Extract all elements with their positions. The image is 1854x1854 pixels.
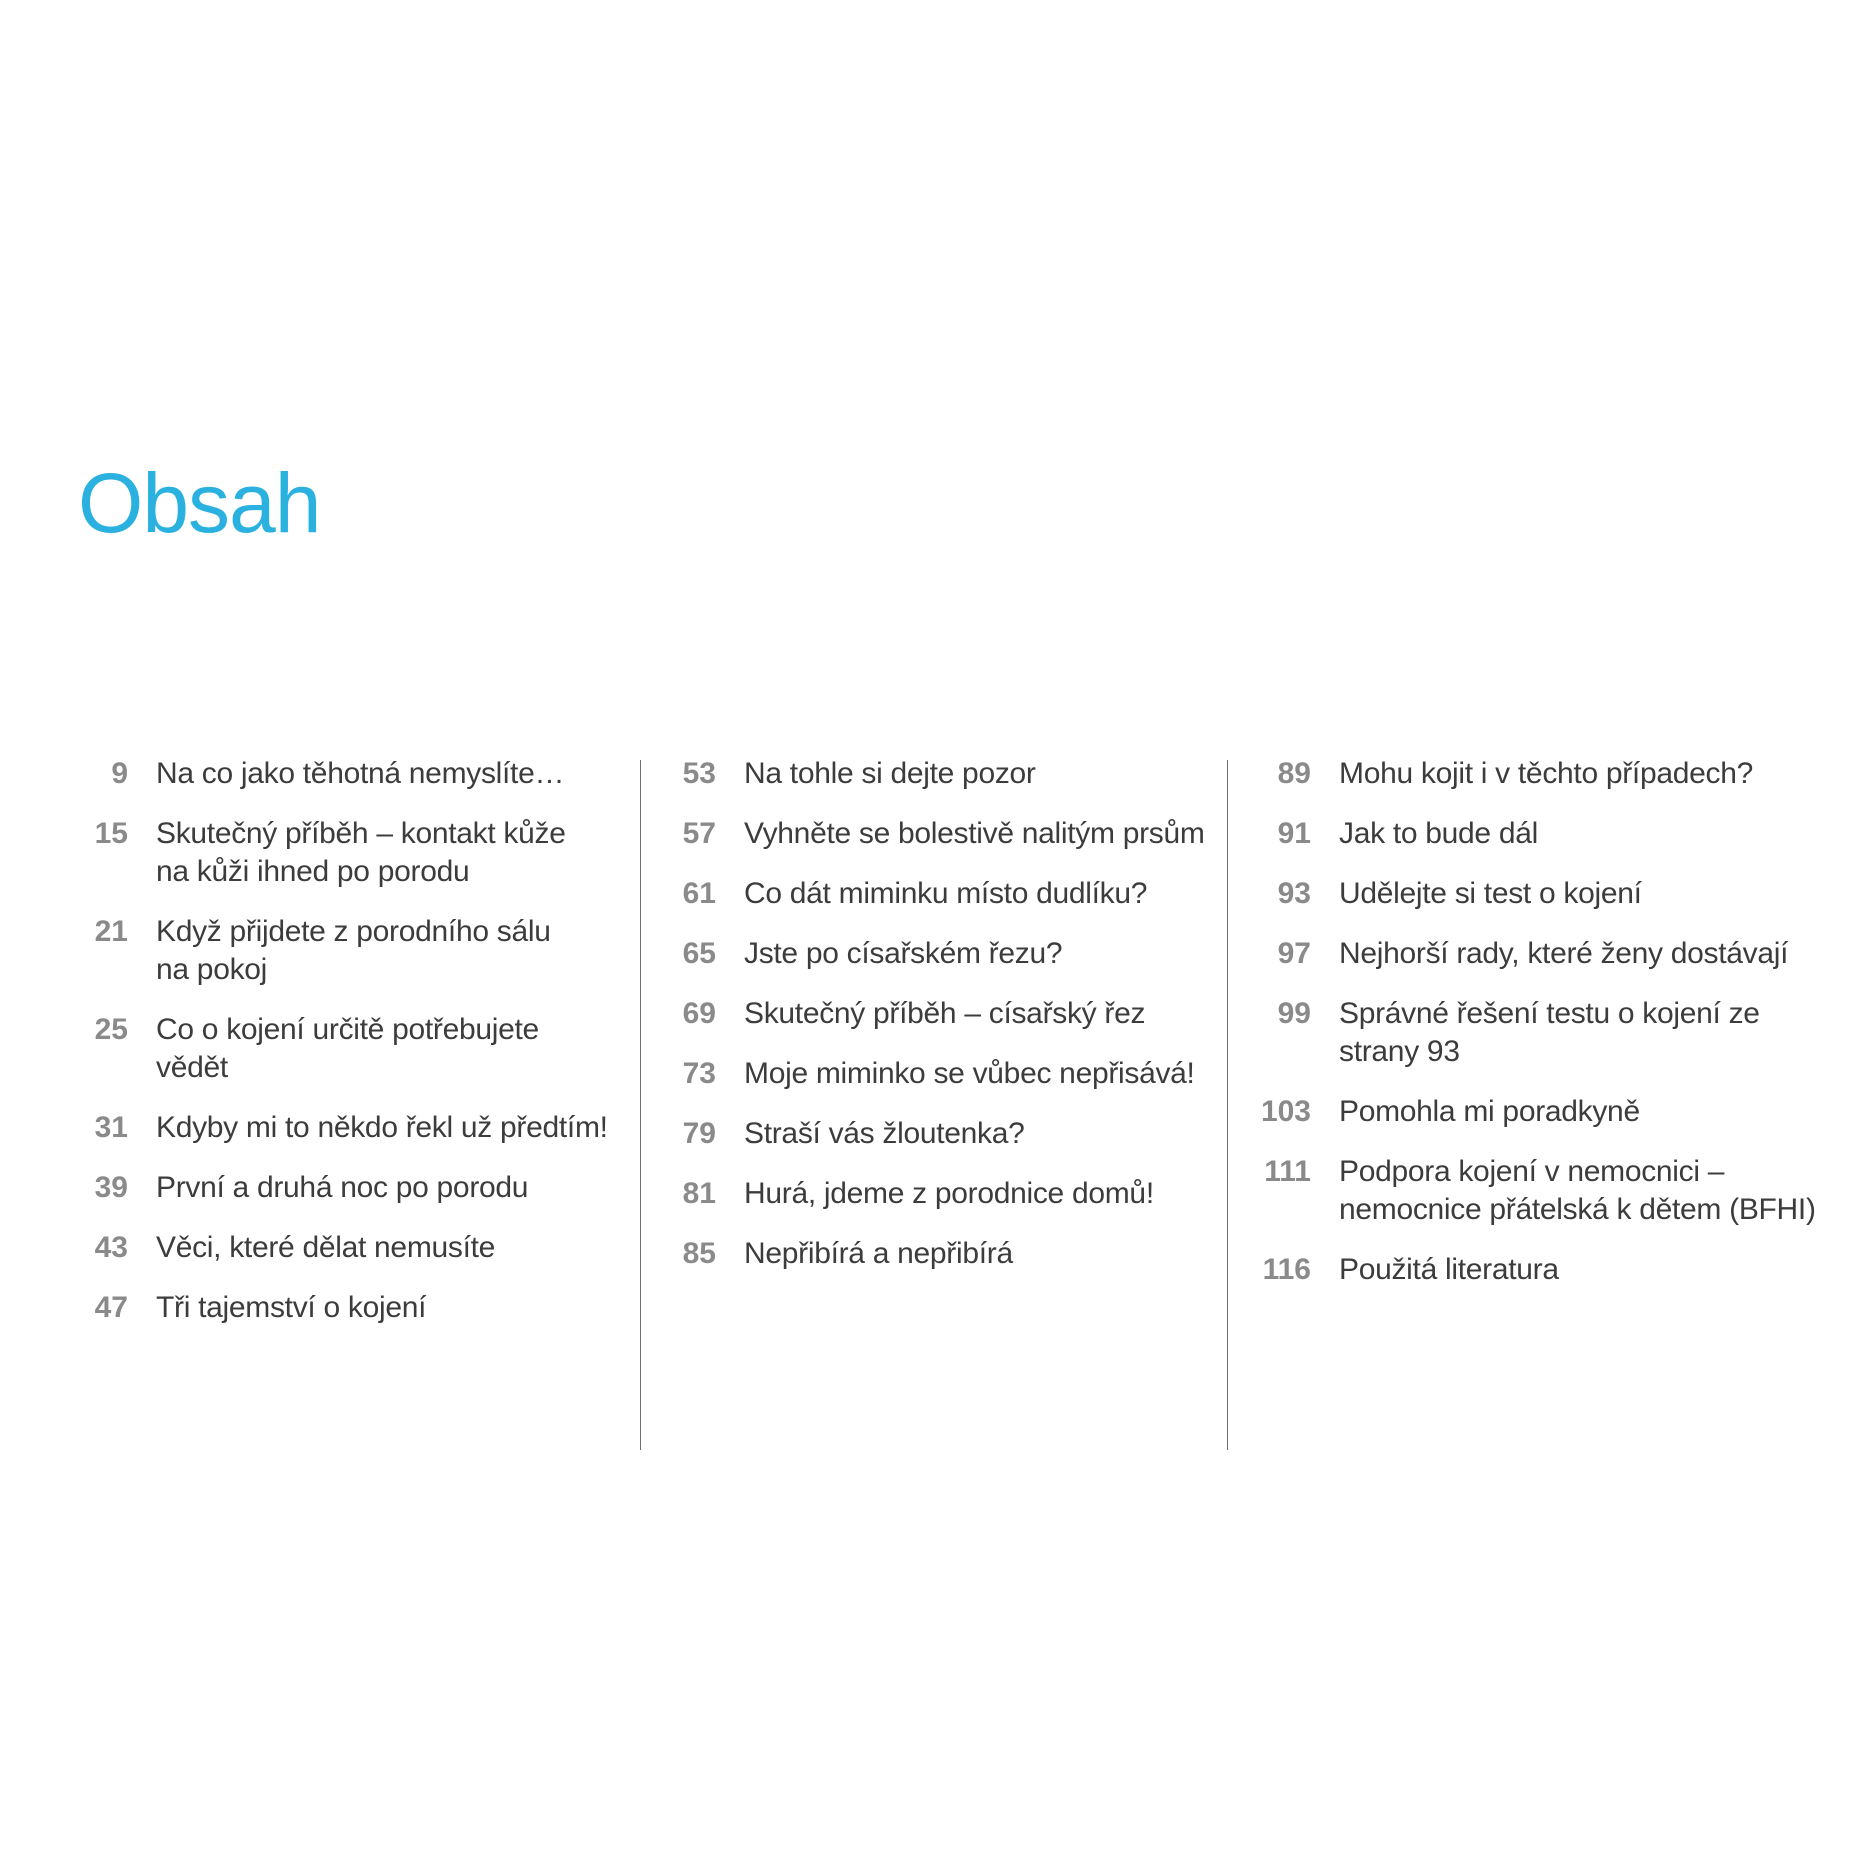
- toc-entry: [78, 815, 638, 891]
- toc-page-number: 103: [1260, 1095, 1311, 1128]
- toc-entry-title: Na co jako těhotná nemyslíte…: [156, 757, 565, 790]
- toc-entry-title: Na tohle si dejte pozor: [744, 757, 1036, 790]
- toc-page-number: 65: [682, 937, 716, 970]
- toc-entry-title: Hurá, jdeme z porodnice domů!: [744, 1177, 1154, 1210]
- toc-entry-title: Nejhorší rady, které ženy dostávají: [1339, 937, 1789, 970]
- toc-entry: [670, 1055, 1230, 1093]
- toc-page-number: 91: [1277, 817, 1311, 850]
- toc-page-number: 47: [94, 1291, 128, 1324]
- toc-entry: [78, 1229, 638, 1267]
- toc-page-number: 61: [682, 877, 716, 910]
- toc-entry: [78, 913, 638, 989]
- toc-entry-title: Moje miminko se vůbec nepřisává!: [744, 1057, 1195, 1090]
- toc-page-number: 73: [682, 1057, 716, 1090]
- toc-entry-title: Tři tajemství o kojení: [156, 1291, 427, 1324]
- toc-entry: [78, 755, 638, 793]
- toc-page-number: 15: [94, 817, 128, 850]
- toc-page-number: 39: [94, 1171, 128, 1204]
- toc-entry: [670, 1235, 1230, 1273]
- toc-entry: [670, 755, 1230, 793]
- toc-entry-title: Vyhněte se bolestivě nalitým prsům: [744, 817, 1205, 850]
- toc-entry-title: Udělejte si test o kojení: [1339, 877, 1642, 910]
- toc-page-number: 99: [1277, 997, 1311, 1030]
- toc-column-3: [1255, 755, 1835, 1455]
- toc-page-number: 57: [682, 817, 716, 850]
- toc-page-number: 93: [1277, 877, 1311, 910]
- toc-entry-title: Nepřibírá a nepřibírá: [744, 1237, 1013, 1270]
- toc-entry: [1255, 1251, 1835, 1289]
- toc-entry-title: Skutečný příběh – kontakt kůže na kůži ihned po porodu: [156, 817, 566, 888]
- toc-page-number: 9: [111, 757, 128, 790]
- toc-entry: [1255, 875, 1835, 913]
- toc-page-number: 69: [682, 997, 716, 1030]
- toc-page-number: 111: [1264, 1155, 1311, 1188]
- toc-entry-title: Kdyby mi to někdo řekl už předtím!: [156, 1111, 608, 1144]
- toc-entry: [1255, 1153, 1835, 1229]
- toc-entry: [670, 815, 1230, 853]
- toc-page-number: 31: [94, 1111, 128, 1144]
- toc-entry-title: Co dát miminku místo dudlíku?: [744, 877, 1148, 910]
- toc-entry: [1255, 935, 1835, 973]
- toc-page-number: 89: [1277, 757, 1311, 790]
- toc-entry: [670, 1115, 1230, 1153]
- toc-page-number: 43: [94, 1231, 128, 1264]
- toc-entry: [78, 1109, 638, 1147]
- toc-entry: [670, 995, 1230, 1033]
- toc-entry-title: Podpora kojení v nemocnici – nemocnice přátelská k dětem (BFHI): [1339, 1155, 1816, 1226]
- toc-column-2: [670, 755, 1230, 1455]
- toc-entry-title: Věci, které dělat nemusíte: [156, 1231, 496, 1264]
- toc-entry-title: Co o kojení určitě potřebujete vědět: [156, 1013, 539, 1084]
- toc-entry-title: Skutečný příběh – císařský řez: [744, 997, 1146, 1030]
- toc-entry: [670, 1175, 1230, 1213]
- toc-entry-title: Mohu kojit i v těchto případech?: [1339, 757, 1753, 790]
- page-title: Obsah: [78, 456, 321, 551]
- toc-entry: [670, 875, 1230, 913]
- toc-page-number: 116: [1262, 1253, 1311, 1286]
- toc-entry-title: Správné řešení testu o kojení ze strany 93: [1339, 997, 1760, 1068]
- toc-entry-title: Jak to bude dál: [1339, 817, 1538, 850]
- toc-entry: [1255, 755, 1835, 793]
- toc-entry-title: První a druhá noc po porodu: [156, 1171, 529, 1204]
- toc-entry: [78, 1011, 638, 1087]
- toc-entry-title: Jste po císařském řezu?: [744, 937, 1063, 970]
- toc-entry: [1255, 995, 1835, 1071]
- toc-entry: [1255, 815, 1835, 853]
- toc-entry: [78, 1169, 638, 1207]
- toc-entry: [670, 935, 1230, 973]
- toc-entry-title: Straší vás žloutenka?: [744, 1117, 1025, 1150]
- toc-entry: [1255, 1093, 1835, 1131]
- toc-page-number: 85: [682, 1237, 716, 1270]
- toc-entry: [78, 1289, 638, 1327]
- toc-entry-title: Pomohla mi poradkyně: [1339, 1095, 1640, 1128]
- toc-page-number: 21: [94, 915, 128, 948]
- toc-column-1: [78, 755, 638, 1455]
- toc-page-number: 25: [94, 1013, 128, 1046]
- toc-page-number: 81: [682, 1177, 716, 1210]
- toc-entry-title: Když přijdete z porodního sálu na pokoj: [156, 915, 551, 986]
- toc-entry-title: Použitá literatura: [1339, 1253, 1559, 1286]
- toc-page-number: 53: [682, 757, 716, 790]
- toc-page-number: 79: [682, 1117, 716, 1150]
- toc-page-number: 97: [1277, 937, 1311, 970]
- table-of-contents: [0, 755, 1854, 1455]
